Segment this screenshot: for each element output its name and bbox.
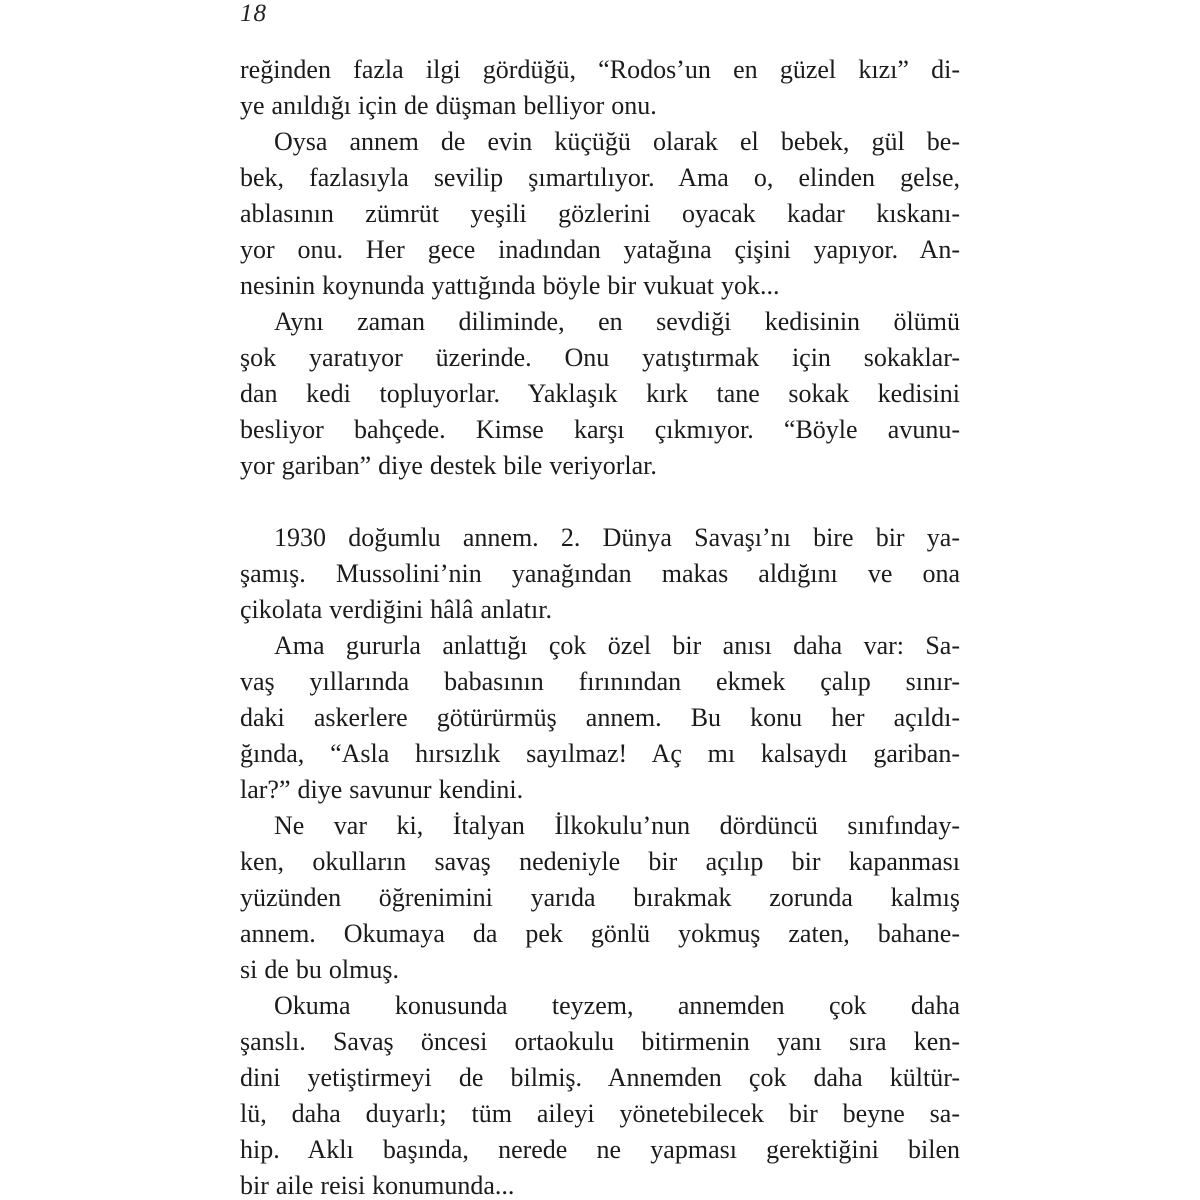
text-line: dan kedi topluyorlar. Yaklaşık kırk tane sokak kedisini [240, 379, 960, 408]
text-line: daki askerlere götürürmüş annem. Bu konu her açıldı- [240, 703, 960, 732]
text-line: nesinin koynunda yattığında böyle bir vukuat yok... [240, 271, 780, 300]
text-line: dini yetiştirmeyi de bilmiş. Annemden çok daha kültür- [240, 1063, 960, 1092]
text-line: ğında, “Asla hırsızlık sayılmaz! Aç mı kalsaydı gariban- [240, 739, 960, 768]
text-line: Aynı zaman diliminde, en sevdiği kedisinin ölümü [274, 307, 960, 336]
text-line: Oysa annem de evin küçüğü olarak el bebek, gül be- [274, 127, 960, 156]
text-line: yor gariban” diye destek bile veriyorlar. [240, 451, 657, 480]
text-line: çikolata verdiğini hâlâ anlatır. [240, 595, 552, 624]
text-line: ken, okulların savaş nedeniyle bir açılıp bir kapanması [240, 847, 960, 876]
paragraph [240, 52, 960, 124]
text-line: annem. Okumaya da pek gönlü yokmuş zaten, bahane- [240, 919, 960, 948]
paragraph [240, 124, 960, 304]
text-line: Okuma konusunda teyzem, annemden çok daha [274, 991, 960, 1020]
text-line: şanslı. Savaş öncesi ortaokulu bitirmenin yanı sıra ken- [240, 1027, 960, 1056]
text-line: 1930 doğumlu annem. 2. Dünya Savaşı’nı bire bir ya- [274, 523, 960, 552]
text-line: şok yaratıyor üzerinde. Onu yatıştırmak için sokaklar- [240, 343, 960, 372]
text-block [240, 52, 960, 1200]
text-line: ye anıldığı için de düşman belliyor onu. [240, 91, 657, 120]
text-line: Ama gururla anlattığı çok özel bir anısı daha var: Sa- [274, 631, 960, 660]
text-line: si de bu olmuş. [240, 955, 399, 984]
page-number: 18 [240, 0, 267, 27]
paragraph [240, 304, 960, 484]
text-line: bir aile reisi konumunda... [240, 1171, 515, 1200]
text-line: yüzünden öğrenimini yarıda bırakmak zorunda kalmış [240, 883, 960, 912]
paragraph [240, 808, 960, 988]
paragraph [240, 628, 960, 808]
text-line: hip. Aklı başında, nerede ne yapması gerektiğini bilen [240, 1135, 960, 1164]
text-line: yor onu. Her gece inadından yatağına çişini yapıyor. An- [240, 235, 960, 264]
text-line: vaş yıllarında babasının fırınından ekmek çalıp sınır- [240, 667, 960, 696]
text-line: lü, daha duyarlı; tüm aileyi yönetebilecek bir beyne sa- [240, 1099, 960, 1128]
text-line: besliyor bahçede. Kimse karşı çıkmıyor. “Böyle avunu- [240, 415, 960, 444]
text-line: lar?” diye savunur kendini. [240, 775, 524, 804]
text-line: ablasının zümrüt yeşili gözlerini oyacak kadar kıskanı- [240, 199, 960, 228]
paragraph [240, 520, 960, 628]
paragraph [240, 988, 960, 1200]
text-line: Ne var ki, İtalyan İlkokulu’nun dördüncü sınıfınday- [274, 811, 960, 840]
text-line: şamış. Mussolini’nin yanağından makas aldığını ve ona [240, 559, 960, 588]
text-line: reğinden fazla ilgi gördüğü, “Rodos’un en güzel kızı” di- [240, 55, 960, 84]
text-line: bek, fazlasıyla sevilip şımartılıyor. Ama o, elinden gelse, [240, 163, 960, 192]
